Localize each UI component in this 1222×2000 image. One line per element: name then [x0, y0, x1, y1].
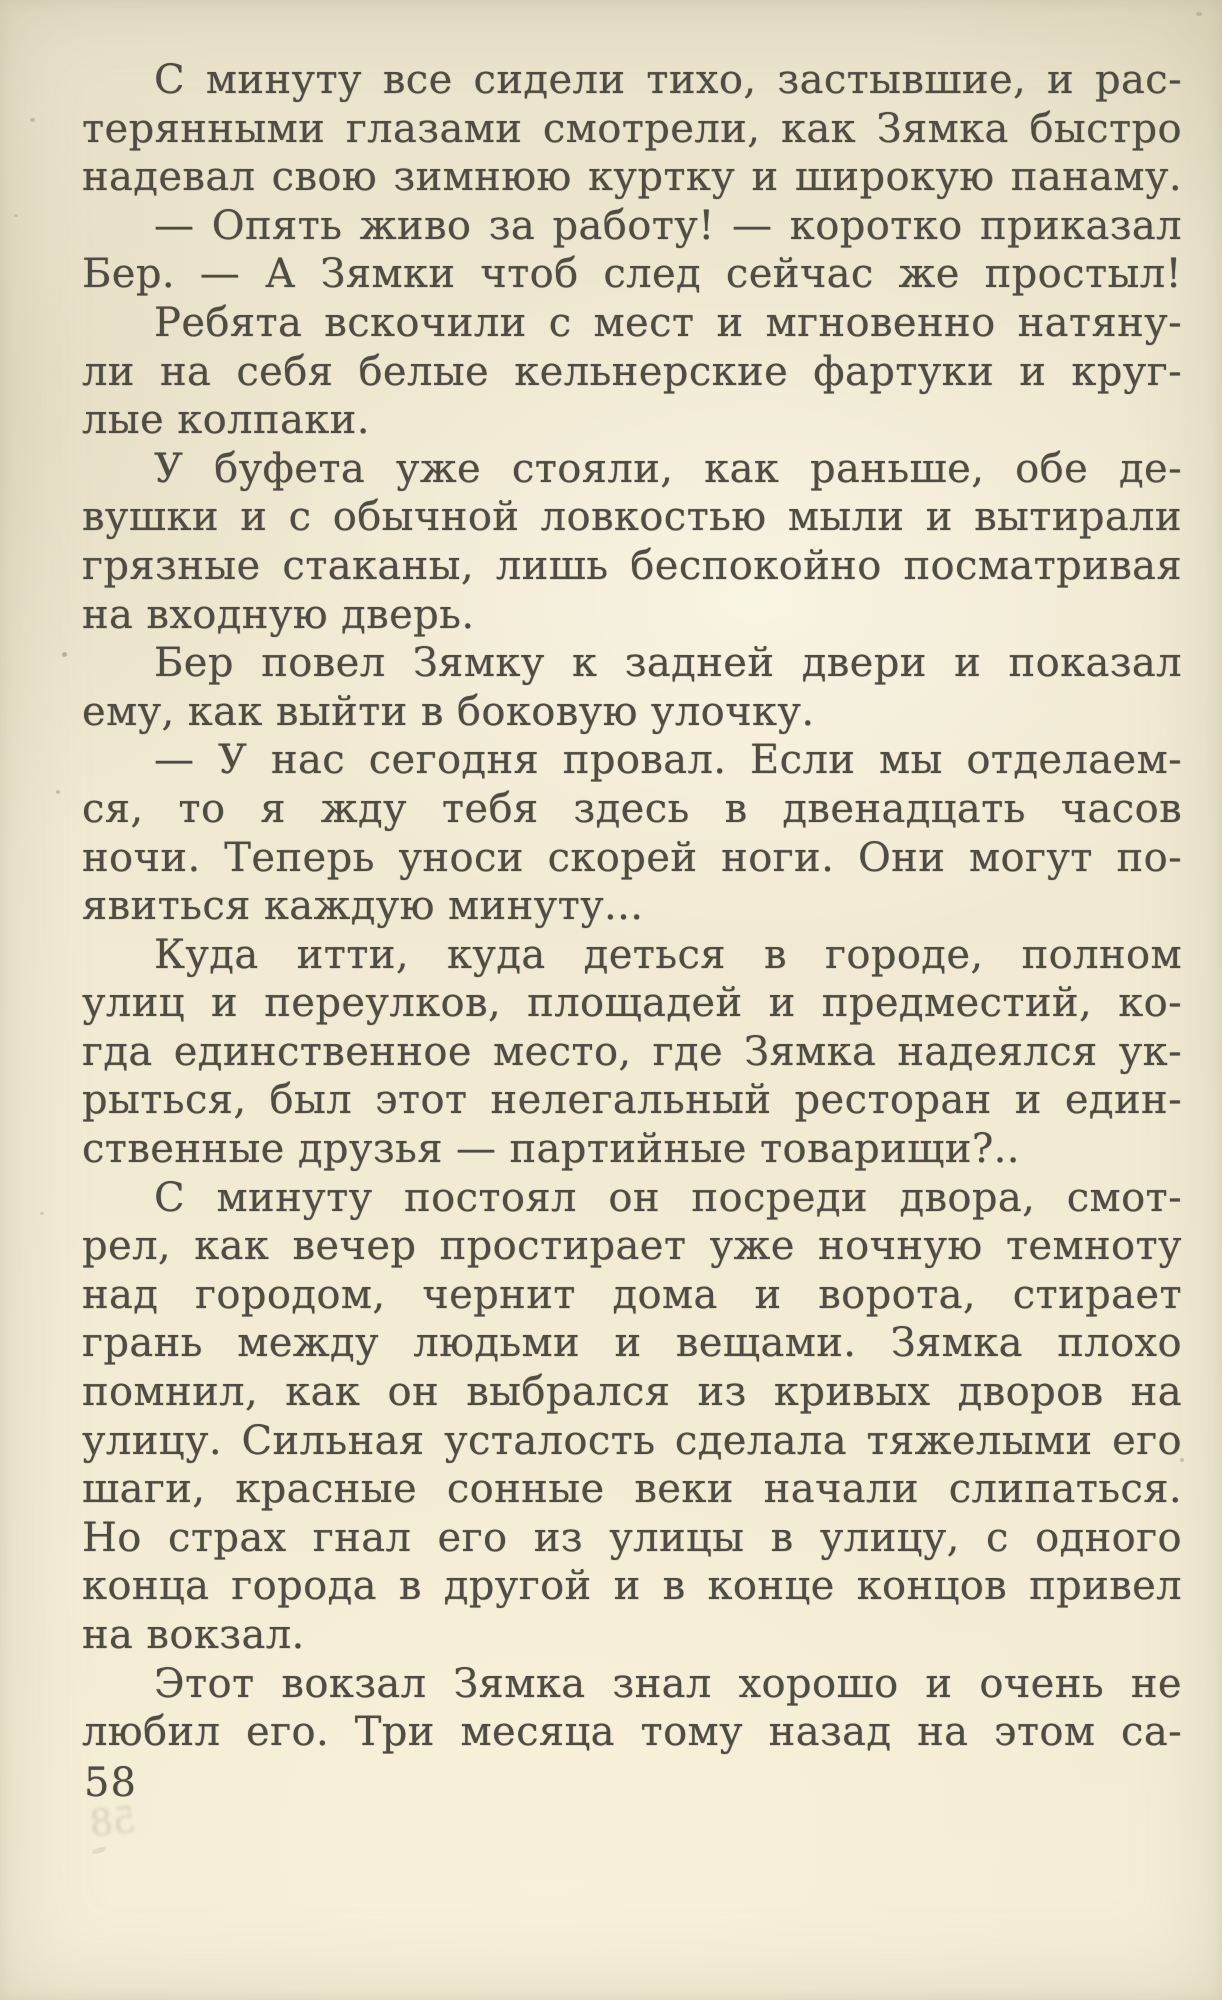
text-line: ся, то я жду тебя здесь в двенадцать часов — [82, 785, 1182, 832]
text-line: на вокзал. — [82, 1612, 305, 1658]
text-line: любил его. Три месяца тому назад на этом са- — [82, 1709, 1182, 1756]
text-line: улицу. Сильная усталость сделала тяжелыми его — [82, 1417, 1182, 1464]
text-line: ночи. Теперь уноси скорей ноги. Они могут по- — [82, 834, 1182, 881]
page-number: 58 — [84, 1760, 137, 1806]
text-line: помнил, как он выбрался из кривых дворов на — [82, 1369, 1182, 1416]
text-line: грязные стаканы, лишь беспокойно посматривая — [82, 542, 1182, 589]
ink-speck — [14, 214, 18, 217]
text-line: ему, как выйти в боковую улочку. — [82, 688, 815, 735]
text-line: конца города в другой и в конце концов привел — [82, 1563, 1182, 1610]
text-line: рел, как вечер простирает уже ночную темноту — [82, 1223, 1182, 1270]
text-block — [82, 56, 1182, 1757]
text-line: Но страх гнал его из улицы в улицу, с одного — [82, 1514, 1182, 1561]
text-line: — Опять живо за работу! — коротко приказал — [154, 202, 1182, 249]
text-line: С минуту постоял он посреди двора, смот- — [154, 1174, 1182, 1221]
ink-speck — [30, 118, 35, 122]
text-line: улиц и переулков, площадей и предместий, ко- — [82, 980, 1182, 1027]
text-line: ли на себя белые кельнерские фартуки и круг- — [82, 348, 1182, 395]
text-line: рыться, был этот нелегальный ресторан и един- — [82, 1077, 1182, 1124]
text-line: Куда итти, куда деться в городе, полном — [154, 931, 1182, 978]
text-line: С минуту все сидели тихо, застывшие, и рас- — [154, 57, 1182, 103]
text-line: — У нас сегодня провал. Если мы отделаем- — [154, 737, 1182, 784]
text-line: шаги, красные сонные веки начали слипаться. — [82, 1466, 1182, 1513]
text-line: Бер повел Зямку к задней двери и показал — [154, 640, 1182, 687]
text-line: явиться каждую минуту... — [82, 883, 644, 930]
text-line: Ребята вскочили с мест и мгновенно натяну- — [154, 299, 1182, 346]
text-line: вушки и с обычной ловкостью мыли и вытирали — [82, 494, 1182, 541]
text-line: терянными глазами смотрели, как Зямка быстро — [82, 105, 1182, 152]
ink-speck — [1196, 12, 1202, 16]
text-line: гда единственное место, где Зямка надеялся ук- — [82, 1028, 1182, 1075]
ink-speck — [56, 790, 60, 794]
ink-speck — [62, 652, 67, 657]
text-line: надевал свою зимнюю куртку и широкую панаму. — [82, 154, 1182, 201]
text-line: на входную дверь. — [82, 591, 475, 638]
text-line: Этот вокзал Зямка знал хорошо и очень не — [154, 1660, 1182, 1707]
text-line: ственные друзья — партийные товарищи?.. — [82, 1126, 1020, 1173]
text-line: лые колпаки. — [82, 397, 370, 444]
ink-speck — [40, 1212, 44, 1215]
text-line: У буфета уже стояли, как раньше, обе де- — [154, 445, 1182, 492]
text-line: грань между людьми и вещами. Зямка плохо — [82, 1320, 1182, 1367]
page-number-ghost-bleedthrough: 58 — [87, 1799, 138, 1846]
text-line: Бер. — А Зямки чтоб след сейчас же простыл! — [82, 251, 1182, 298]
text-line: над городом, чернит дома и ворота, стирает — [82, 1271, 1182, 1318]
ink-speck — [92, 1846, 107, 1855]
ink-speck — [1180, 1458, 1184, 1462]
